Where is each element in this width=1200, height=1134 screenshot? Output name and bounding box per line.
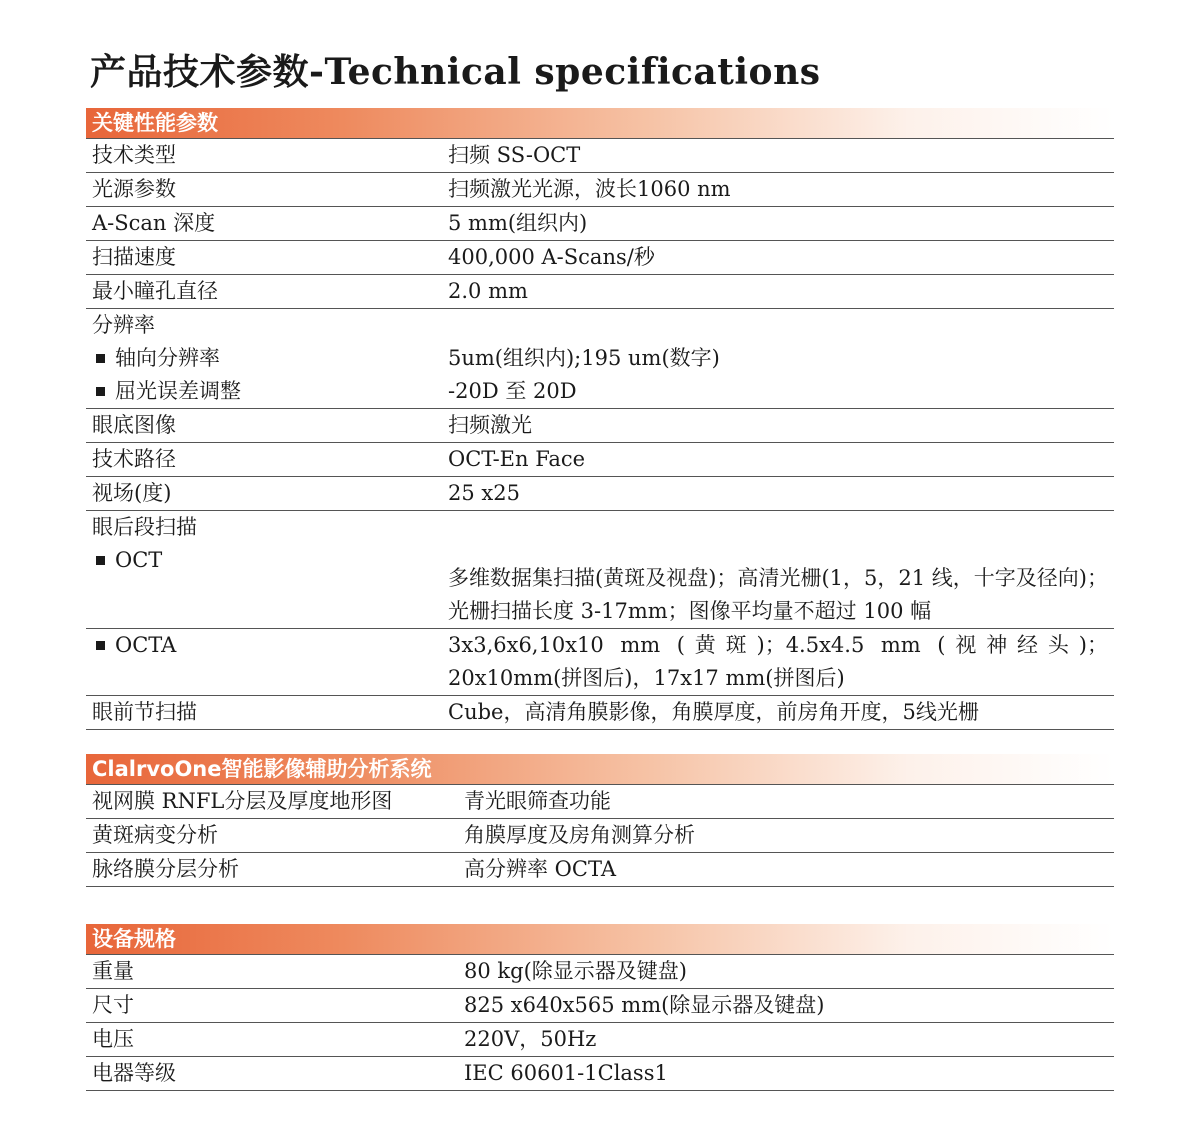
spec-row — [86, 443, 1114, 477]
spec-row — [86, 207, 1114, 241]
key-performance-section — [86, 108, 1114, 730]
square-bullet-icon — [96, 354, 105, 363]
spec-label: 最小瞳孔直径 — [92, 279, 218, 303]
spec-value: 青光眼筛查功能 — [464, 789, 611, 813]
spec-value: 400,000 A-Scans/秒 — [448, 245, 655, 269]
spec-value: OCT-En Face — [448, 447, 586, 471]
spec-row — [86, 1023, 1114, 1057]
spec-label: 重量 — [92, 959, 134, 983]
spec-row — [86, 955, 1114, 988]
spec-row — [86, 342, 1114, 375]
spec-row — [86, 477, 1114, 511]
spec-label: 脉络膜分层分析 — [92, 857, 239, 881]
ai-analysis-section — [86, 754, 1114, 887]
spec-value: 5 mm(组织内) — [448, 211, 588, 235]
square-bullet-icon — [96, 387, 105, 396]
spec-row — [86, 1057, 1114, 1091]
spec-value: 扫频 SS-OCT — [448, 143, 581, 167]
spec-value: 5um(组织内);195 um(数字) — [448, 346, 720, 370]
square-bullet-icon — [96, 641, 105, 650]
spec-row — [86, 785, 1114, 819]
spec-value — [448, 511, 1114, 544]
spec-value: 25 x25 — [448, 481, 520, 505]
spec-label: 眼底图像 — [92, 413, 176, 437]
spec-row — [86, 309, 1114, 342]
spec-value: 3x3,6x6,10x10 mm (黄斑)；4.5x4.5 mm (视神经头)；20x10mm(拼图后)，17x17 mm(拼图后) — [448, 633, 1108, 690]
spec-label: 分辨率 — [92, 313, 155, 337]
section-header: 关键性能参数 — [86, 108, 1114, 138]
spec-value: 角膜厚度及房角测算分析 — [464, 823, 695, 847]
spec-label: 电器等级 — [92, 1061, 176, 1085]
spec-value: 多维数据集扫描(黄斑及视盘)；高清光栅(1，5，21 线，十字及径向)；光栅扫描长度 3-17mm；图像平均量不超过 100 幅 — [448, 566, 1108, 623]
spec-row — [86, 375, 1114, 409]
device-spec-section — [86, 924, 1114, 1091]
spec-label: OCTA — [115, 633, 177, 657]
spec-label-cell — [86, 375, 448, 408]
spec-row — [86, 988, 1114, 1023]
spec-value: -20D 至 20D — [448, 379, 577, 403]
spec-row — [86, 409, 1114, 443]
page-title: 产品技术参数-Technical specifications — [90, 51, 821, 93]
spec-value — [448, 309, 1114, 342]
spec-label: OCT — [115, 548, 163, 572]
spec-value: 2.0 mm — [448, 279, 528, 303]
spec-row — [86, 629, 1114, 696]
spec-row — [86, 173, 1114, 207]
spec-label: 视网膜 RNFL分层及厚度地形图 — [92, 789, 393, 813]
spec-row — [86, 511, 1114, 544]
spec-row — [86, 275, 1114, 309]
spec-value: 80 kg(除显示器及键盘) — [464, 959, 687, 983]
section-header: ClalrvoOne智能影像辅助分析系统 — [86, 754, 1114, 784]
spec-value: 扫频激光光源，波长1060 nm — [448, 177, 731, 201]
spec-value: 825 x640x565 mm(除显示器及键盘) — [464, 993, 825, 1017]
spec-value: 高分辨率 OCTA — [464, 857, 616, 881]
spec-label: 电压 — [92, 1027, 134, 1051]
spec-label: 技术路径 — [92, 447, 176, 471]
spec-label: 屈光误差调整 — [115, 379, 241, 403]
spec-row — [86, 819, 1114, 853]
spec-label: 光源参数 — [92, 177, 176, 201]
spec-value: IEC 60601-1Class1 — [464, 1061, 668, 1085]
spec-row — [86, 241, 1114, 275]
spec-row — [86, 544, 1114, 629]
spec-label: 视场(度) — [92, 481, 172, 505]
spec-label: 技术类型 — [92, 143, 176, 167]
spec-label: 眼前节扫描 — [92, 700, 197, 724]
spec-row — [86, 696, 1114, 730]
spec-value: 扫频激光 — [448, 413, 532, 437]
spec-label: 轴向分辨率 — [115, 346, 220, 370]
spec-label: 扫描速度 — [92, 245, 176, 269]
spec-label: 尺寸 — [92, 993, 134, 1017]
spec-label-cell — [86, 629, 448, 695]
spec-value: 220V，50Hz — [464, 1027, 597, 1051]
spec-label: 黄斑病变分析 — [92, 823, 218, 847]
spec-label-cell — [86, 544, 448, 628]
spec-row — [86, 139, 1114, 173]
spec-row — [86, 853, 1114, 887]
spec-label-cell — [86, 342, 448, 375]
square-bullet-icon — [96, 556, 105, 565]
spec-value: Cube，高清角膜影像，角膜厚度，前房角开度，5线光栅 — [448, 700, 979, 724]
spec-label: A-Scan 深度 — [92, 211, 216, 235]
spec-label: 眼后段扫描 — [92, 515, 197, 539]
section-header: 设备规格 — [86, 924, 1114, 954]
